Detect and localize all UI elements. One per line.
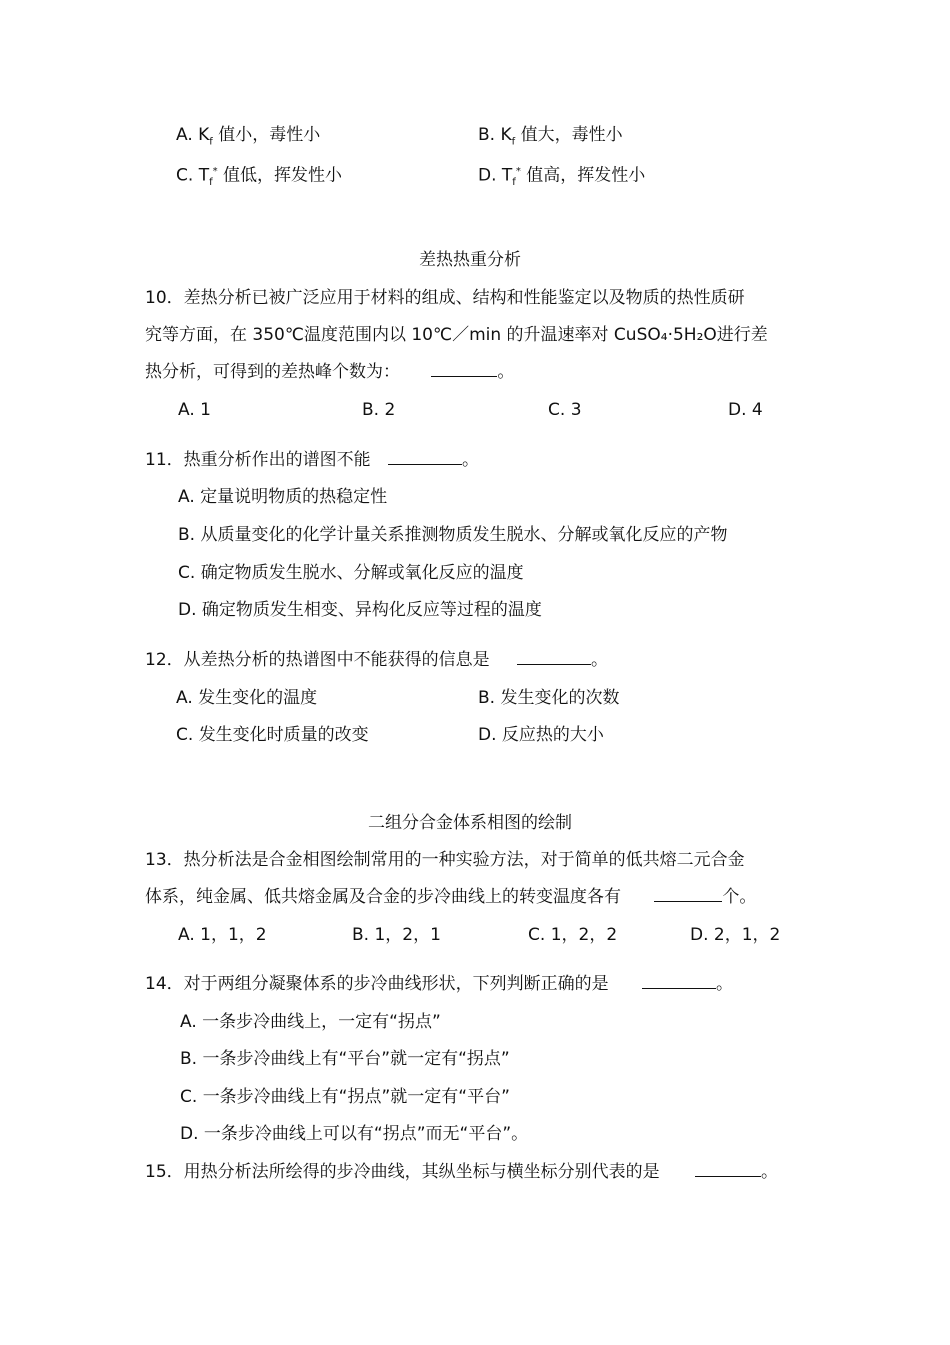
q14-option-a: A. 一条步冷曲线上，一定有“拐点”: [180, 1012, 441, 1032]
q13-line-1: 13．热分析法是合金相图绘制常用的一种实验方法，对于简单的低共熔二元合金: [145, 850, 745, 870]
q9-option-d: D. $T_f^*$ 值高，挥发性小: [478, 165, 646, 189]
q13-option-b: B. 1，2，1: [352, 925, 441, 945]
q10-answer-blank[interactable]: [431, 362, 497, 377]
option-label: A.: [176, 125, 193, 145]
q15-stem: 15．用热分析法所绘得的步冷曲线，其纵坐标与横坐标分别代表的是 。: [145, 1162, 779, 1182]
q12-option-b: B. 发生变化的次数: [478, 688, 620, 708]
q12-option-a: A. 发生变化的温度: [176, 688, 318, 708]
q15-answer-blank[interactable]: [695, 1162, 761, 1177]
section-title-phase-diagram: 二组分合金体系相图的绘制: [368, 813, 572, 833]
q13-option-c: C. 1，2，2: [528, 925, 618, 945]
q11-option-c: C. 确定物质发生脱水、分解或氧化反应的温度: [178, 563, 524, 583]
q12-stem: 12．从差热分析的热谱图中不能获得的信息是 。: [145, 650, 609, 670]
q11-stem: 11．热重分析作出的谱图不能 。: [145, 450, 480, 470]
q10-line-1: 10．差热分析已被广泛应用于材料的组成、结构和性能鉴定以及物质的热性质研: [145, 288, 745, 308]
q13-line-2: 体系，纯金属、低共熔金属及合金的步冷曲线上的转变温度各有 个。: [145, 887, 757, 907]
q10-line-3: 热分析，可得到的差热峰个数为： 。: [145, 362, 515, 382]
q12-option-d: D. 反应热的大小: [478, 725, 604, 745]
q14-option-b: B. 一条步冷曲线上有“平台”就一定有“拐点”: [180, 1049, 510, 1069]
q9-option-c: C. $T_f^*$ 值低，挥发性小: [176, 165, 343, 189]
q14-answer-blank[interactable]: [642, 974, 716, 989]
q12-answer-blank[interactable]: [517, 650, 591, 665]
q13-option-a: A. 1，1，2: [178, 925, 267, 945]
q10-option-c: C. 3: [548, 400, 582, 420]
q10-option-b: B. 2: [362, 400, 396, 420]
q14-option-d: D. 一条步冷曲线上可以有“拐点”而无“平台”。: [180, 1124, 529, 1144]
option-label: C.: [176, 165, 194, 186]
q9-option-b: B. $K_f$ 值大，毒性小: [478, 125, 623, 148]
q11-option-a: A. 定量说明物质的热稳定性: [178, 487, 388, 507]
q11-option-b: B. 从质量变化的化学计量关系推测物质发生脱水、分解或氧化反应的产物: [178, 525, 728, 545]
section-title-thermal-analysis: 差热热重分析: [419, 250, 521, 270]
q11-option-d: D. 确定物质发生相变、异构化反应等过程的温度: [178, 600, 542, 620]
q10-option-a: A. 1: [178, 400, 211, 420]
q10-option-d: D. 4: [728, 400, 763, 420]
option-label: B.: [478, 125, 496, 145]
q13-answer-blank[interactable]: [654, 887, 722, 902]
q9-option-a: A. $K_f$ 值小，毒性小: [176, 125, 321, 148]
q14-stem: 14．对于两组分凝聚体系的步冷曲线形状，下列判断正确的是 。: [145, 974, 734, 994]
q11-answer-blank[interactable]: [388, 450, 462, 465]
q13-option-d: D. 2，1，2: [690, 925, 781, 945]
q12-option-c: C. 发生变化时质量的改变: [176, 725, 369, 745]
option-label: D.: [478, 165, 497, 186]
q10-line-2: 究等方面，在 350℃温度范围内以 10℃／min 的升温速率对 CuSO₄·5H₂O进行差: [145, 325, 768, 345]
q14-option-c: C. 一条步冷曲线上有“拐点”就一定有“平台”: [180, 1087, 510, 1107]
